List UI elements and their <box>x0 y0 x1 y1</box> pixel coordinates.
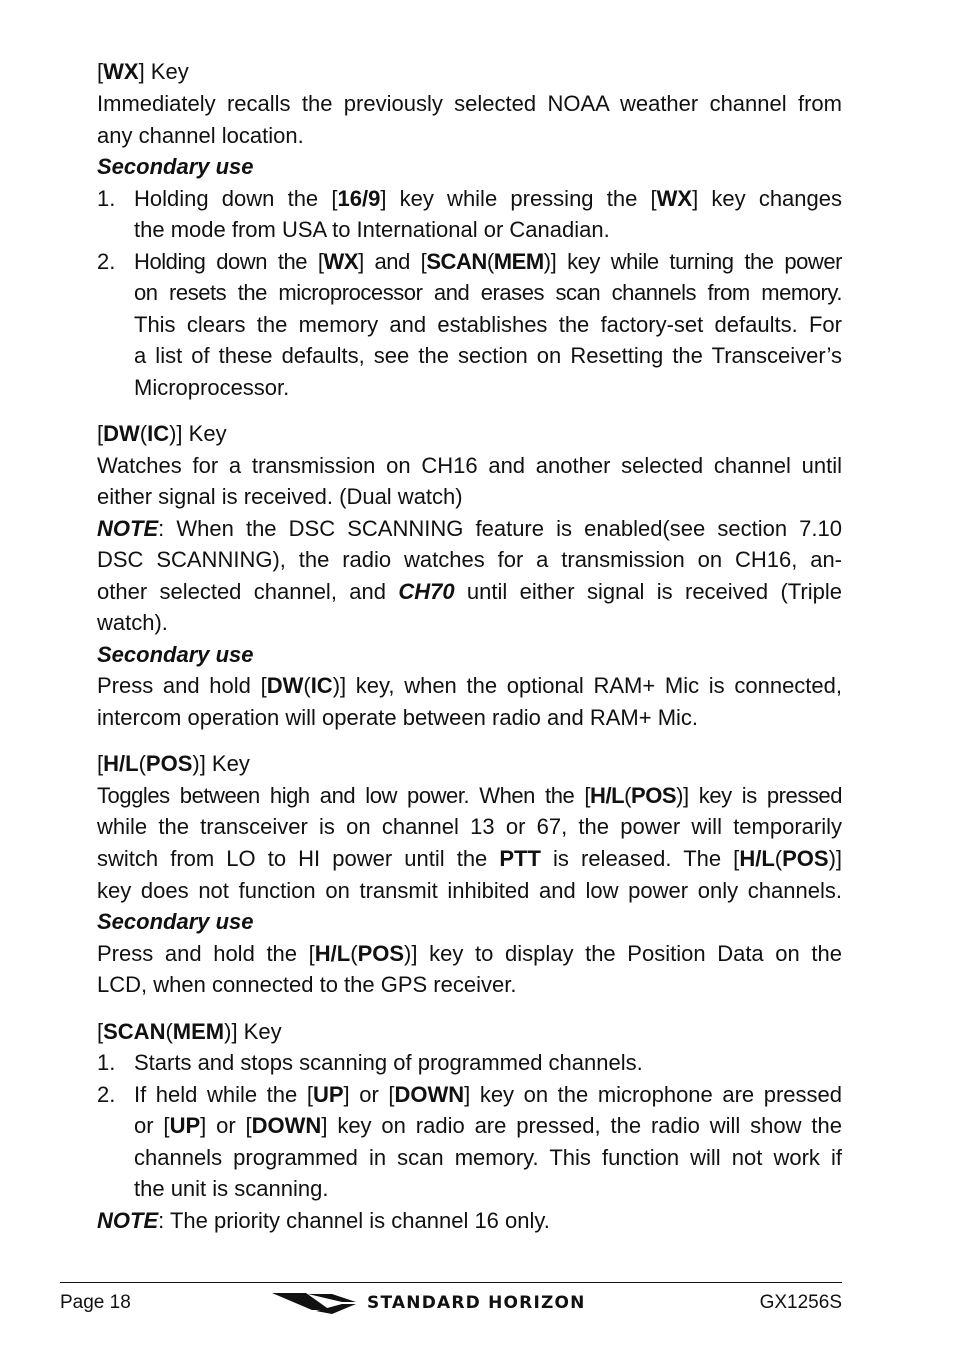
list-number: 1. <box>97 1050 116 1075</box>
scan-note: NOTE: The priority channel is channel 16 only. <box>97 1208 550 1233</box>
dw-secondary-line: intercom operation will operate between radio and RAM+ Mic. <box>97 705 699 730</box>
scan-item2-line: or [UP] or [DOWN] key on radio are pressed, the radio will show the <box>134 1113 842 1138</box>
scan-item2-line: channels programmed in scan memory. This function will not work if <box>134 1145 842 1170</box>
standard-horizon-logo <box>272 1290 632 1318</box>
brand-swoosh-icon <box>272 1290 362 1318</box>
list-number: 2. <box>97 1082 116 1107</box>
dw-description-line: either signal is received. (Dual watch) <box>97 484 463 509</box>
wx-item2-line: a list of these defaults, see the section on Resetting the Transceiver’s <box>134 343 842 368</box>
wx-item2-line: on resets the microprocessor and erases scan channels from memory. <box>134 280 842 305</box>
hl-key-heading: [H/L(POS)] Key <box>97 751 250 776</box>
hl-description-line: switch from LO to HI power until the PTT is released. The [H/L(POS)] <box>97 846 843 871</box>
scan-item1-line: Starts and stops scanning of programmed channels. <box>134 1050 643 1075</box>
dw-note-line: NOTE: When the DSC SCANNING feature is enabled(see section 7.10 <box>97 516 842 541</box>
model-number: GX1256S <box>759 1292 842 1313</box>
secondary-use-label: Secondary use <box>97 642 254 667</box>
wx-item1-line: the mode from USA to International or Canadian. <box>134 217 610 242</box>
secondary-use-label: Secondary use <box>97 909 254 934</box>
scan-item2-line: the unit is scanning. <box>134 1176 329 1201</box>
hl-description-line: key does not function on transmit inhibited and low power only channels. <box>97 878 842 903</box>
wx-item2-line: This clears the memory and establishes the factory-set defaults. For <box>134 312 842 337</box>
wx-item1-line: Holding down the [16/9] key while pressing the [WX] key changes <box>134 186 842 211</box>
scan-key-heading: [SCAN(MEM)] Key <box>97 1019 282 1044</box>
wx-key-heading: [WX] Key <box>97 59 189 84</box>
list-number: 2. <box>97 249 116 274</box>
page-number: Page 18 <box>60 1292 131 1313</box>
wx-item2-line: Microprocessor. <box>134 375 290 400</box>
hl-description-line: while the transceiver is on channel 13 or 67, the power will temporarily <box>97 814 842 839</box>
hl-secondary-line: LCD, when connected to the GPS receiver. <box>97 972 517 997</box>
dw-note-line: watch). <box>97 610 168 635</box>
wx-description-line: Immediately recalls the previously selected NOAA weather channel from <box>97 91 842 116</box>
dw-key-heading: [DW(IC)] Key <box>97 421 227 446</box>
footer-rule <box>60 1282 842 1283</box>
dw-description-line: Watches for a transmission on CH16 and another selected channel until <box>97 453 842 478</box>
brand-wordmark: STANDARD HORIZON <box>367 1293 586 1313</box>
secondary-use-label: Secondary use <box>97 154 254 179</box>
dw-note-line: other selected channel, and CH70 until either signal is received (Triple <box>97 579 843 604</box>
hl-secondary-line: Press and hold the [H/L(POS)] key to display the Position Data on the <box>97 941 842 966</box>
dw-secondary-line: Press and hold [DW(IC)] key, when the optional RAM+ Mic is connected, <box>97 673 842 698</box>
wx-item2-line: Holding down the [WX] and [SCAN(MEM)] key while turning the power <box>134 249 843 274</box>
scan-item2-line: If held while the [UP] or [DOWN] key on the microphone are pressed <box>134 1082 842 1107</box>
list-number: 1. <box>97 186 116 211</box>
hl-description-line: Toggles between high and low power. When the [H/L(POS)] key is pressed <box>97 783 842 808</box>
dw-note-line: DSC SCANNING), the radio watches for a transmission on CH16, an- <box>97 547 842 572</box>
wx-description-line: any channel location. <box>97 123 304 148</box>
